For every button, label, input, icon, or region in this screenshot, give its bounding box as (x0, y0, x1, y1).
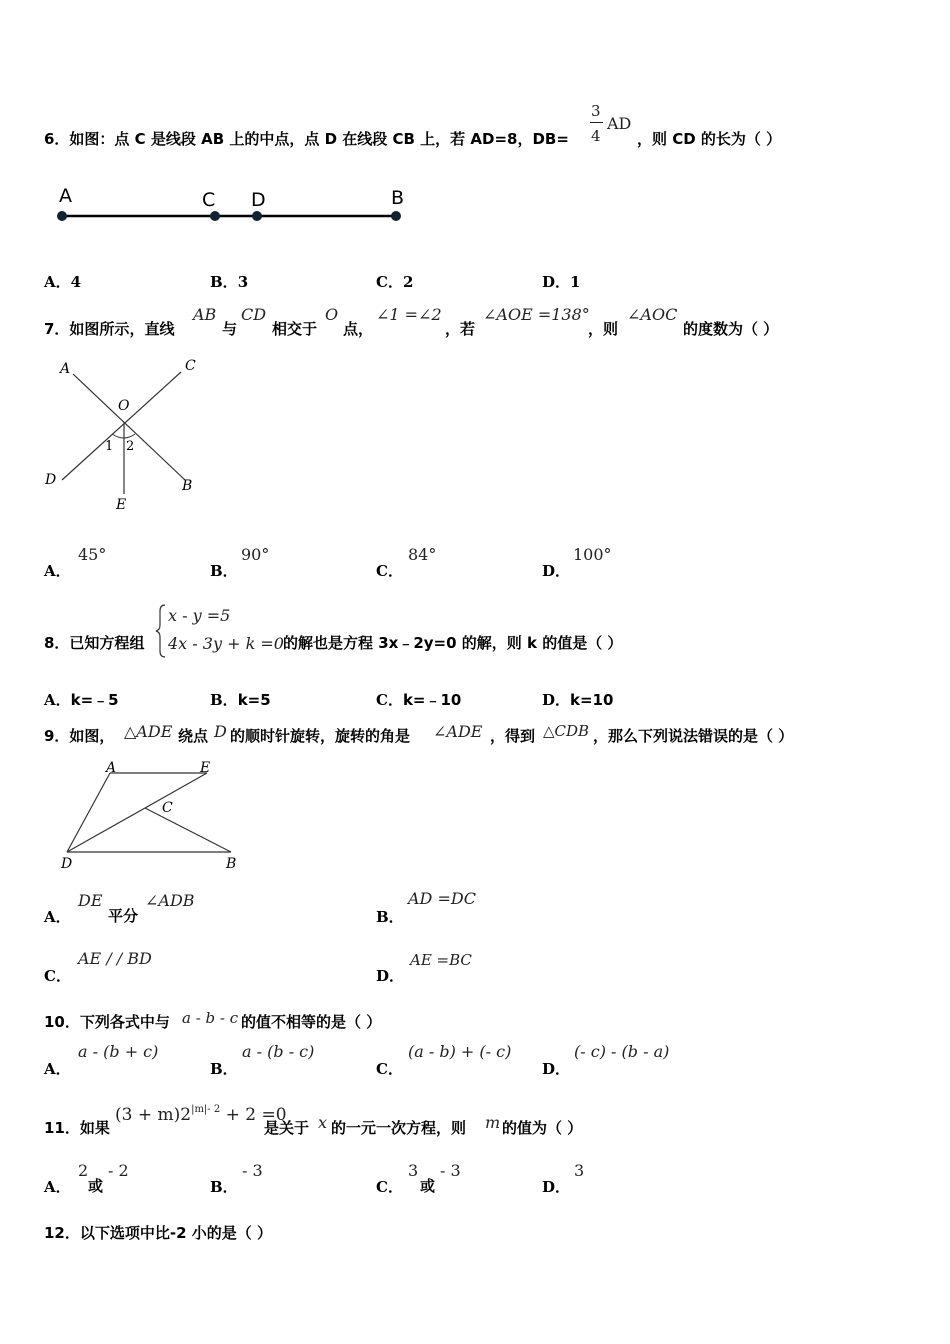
q11-mid2: 的一元一次方程，则 (331, 1119, 467, 1137)
q10-expr: a - b - c (182, 1009, 239, 1027)
q7-yu: 与 (222, 320, 238, 338)
q7-aoe: ∠AOE =138° (483, 305, 590, 324)
q9-option-d-letter: D． (376, 967, 405, 985)
q10-option-c-letter: C． (376, 1060, 403, 1078)
q7-ze: ，则 (588, 320, 619, 338)
label-a: A (60, 361, 71, 377)
point-c (210, 211, 220, 221)
q6-option-c: C．2 (376, 273, 414, 291)
line-cd (62, 372, 181, 480)
label-a: A (59, 185, 72, 207)
point-d (252, 211, 262, 221)
q10-option-b-value: a - (b - c) (242, 1042, 315, 1061)
q6-frac-bar (590, 122, 603, 123)
q11-option-d-v1: 3 (574, 1161, 585, 1180)
point-a (57, 211, 67, 221)
label-c: C (162, 800, 173, 816)
q9-option-d-value: AE =BC (410, 951, 472, 969)
q11-option-c-letter: C． (376, 1178, 403, 1196)
q7-o: O (325, 305, 339, 324)
q7-option-d-value: 100° (573, 545, 612, 564)
q7-cond: ∠1 =∠2 (376, 305, 442, 324)
q11-option-a-v1: 2 (78, 1161, 89, 1180)
q6-option-b: B．3 (210, 273, 249, 291)
label-o: O (118, 398, 130, 414)
q11-option-a-letter: A． (44, 1178, 71, 1196)
q9-prefix: 9．如图， (44, 727, 115, 745)
label-c: C (202, 189, 216, 211)
q9-angle: ∠ADE (433, 722, 483, 741)
q9-option-a-tail: ∠ADB (145, 891, 195, 910)
q10-option-d-letter: D． (542, 1060, 571, 1078)
q7-xiangjiao: 相交于 (272, 320, 318, 338)
q11-option-c-v2: - 3 (440, 1161, 461, 1180)
q9-option-a-letter: A． (44, 908, 71, 926)
q8-eq2: 4x - 3y + k =0 (168, 634, 284, 653)
q12-stem: 12．以下选项中比-2 小的是（ ） (44, 1224, 272, 1242)
q9-suffix: ，那么下列说法错误的是（ ） (593, 727, 794, 745)
label-c: C (185, 358, 196, 374)
q7-ab: AB (193, 305, 217, 324)
q6-stem-a: 6．如图：点 C 是线段 AB 上的中点，点 D 在线段 CB 上，若 AD=8，DB= (44, 130, 569, 148)
q7-option-c-letter: C． (376, 562, 403, 580)
side-cb (145, 808, 231, 852)
q7-figure (40, 352, 210, 522)
q8-option-a: A．k=﹣5 (44, 691, 119, 709)
q11-option-d-letter: D． (542, 1178, 571, 1196)
point-b (391, 211, 401, 221)
q6-figure (50, 180, 420, 230)
q9-option-c-value: AE / / BD (78, 949, 152, 968)
q9-rao: 绕点 (178, 727, 209, 745)
q7-option-b-letter: B． (210, 562, 238, 580)
q10-option-b-letter: B． (210, 1060, 238, 1078)
q9-option-b-value: AD =DC (408, 889, 476, 908)
q8-option-b: B．k=5 (210, 691, 271, 709)
q11-mid: 是关于 (264, 1119, 310, 1137)
q9-ade: △ADE (124, 722, 173, 741)
q8-option-c: C．k=﹣10 (376, 691, 462, 709)
q11-prefix: 11．如果 (44, 1119, 110, 1137)
q7-dian: 点， (343, 320, 374, 338)
q9-dedao: ，得到 (490, 727, 536, 745)
q10-option-d-value: (- c) - (b - a) (574, 1042, 670, 1061)
q10-option-c-value: (a - b) + (- c) (408, 1042, 512, 1061)
q8-prefix: 8．已知方程组 (44, 634, 145, 652)
q11-option-b-v1: - 3 (242, 1161, 263, 1180)
system-brace (155, 603, 167, 659)
label-a: A (106, 760, 117, 776)
label-d: D (61, 856, 73, 872)
q8-eq1: x - y =5 (168, 606, 231, 625)
q11-option-c-or: 或 (420, 1177, 436, 1195)
label-d: D (251, 189, 266, 211)
q10-option-a-value: a - (b + c) (78, 1042, 159, 1061)
q11-option-b-letter: B． (210, 1178, 238, 1196)
q8-option-d: D．k=10 (542, 691, 614, 709)
label-b: B (391, 187, 405, 209)
q7-option-c-value: 84° (408, 545, 437, 564)
label-d: D (45, 472, 57, 488)
q11-option-a-v2: - 2 (108, 1161, 129, 1180)
q10-suffix: 的值不相等的是（ ） (241, 1013, 382, 1031)
q7-cd: CD (241, 305, 267, 324)
q7-aoc: ∠AOC (627, 305, 678, 324)
q8-suffix: 的解也是方程 3x﹣2y=0 的解，则 k 的值是（ ） (283, 634, 623, 652)
q7-option-a-value: 45° (78, 545, 107, 564)
q7-option-b-value: 90° (241, 545, 270, 564)
q10-prefix: 10．下列各式中与 (44, 1013, 170, 1031)
q6-frac-num: 3 (591, 102, 601, 120)
q11-option-a-or: 或 (88, 1177, 104, 1195)
q7-option-a-letter: A． (44, 562, 71, 580)
q11-option-c-v1: 3 (408, 1161, 419, 1180)
label-e: E (200, 760, 211, 776)
q9-figure (55, 755, 255, 880)
q9-option-b-letter: B． (376, 908, 404, 926)
q9-option-a-mid: 平分 (108, 907, 139, 925)
q11-m: m (485, 1113, 501, 1132)
q9-d: D (214, 722, 227, 741)
q9-option-a-value: DE (78, 891, 103, 910)
q7-option-d-letter: D． (542, 562, 571, 580)
q7-suffix: 的度数为（ ） (683, 320, 779, 338)
q6-option-a: A．4 (44, 273, 82, 291)
label-e: E (116, 497, 127, 513)
q11-equation: $(3 + m)2^{|m|- 2} + 2 =0$ (115, 1104, 287, 1125)
q10-option-a-letter: A． (44, 1060, 71, 1078)
label-b: B (182, 478, 193, 494)
q7-ruo: ，若 (445, 320, 476, 338)
label-1: 1 (105, 439, 114, 454)
label-b: B (226, 856, 237, 872)
label-2: 2 (126, 439, 135, 454)
q11-x: x (318, 1113, 328, 1132)
q6-option-d: D．1 (542, 273, 581, 291)
q9-cdb: △CDB (543, 722, 590, 740)
q11-suffix: 的值为（ ） (502, 1119, 583, 1137)
q9-option-c-letter: C． (44, 967, 71, 985)
q9-shun: 的顺时针旋转，旋转的角是 (230, 727, 411, 745)
line-ab (73, 374, 185, 480)
q7-prefix: 7．如图所示，直线 (44, 320, 175, 338)
q6-frac-den: 4 (591, 127, 601, 145)
q6-stem-b: ，则 CD 的长为（ ） (637, 130, 782, 148)
q6-frac-tail: AD (607, 114, 632, 133)
